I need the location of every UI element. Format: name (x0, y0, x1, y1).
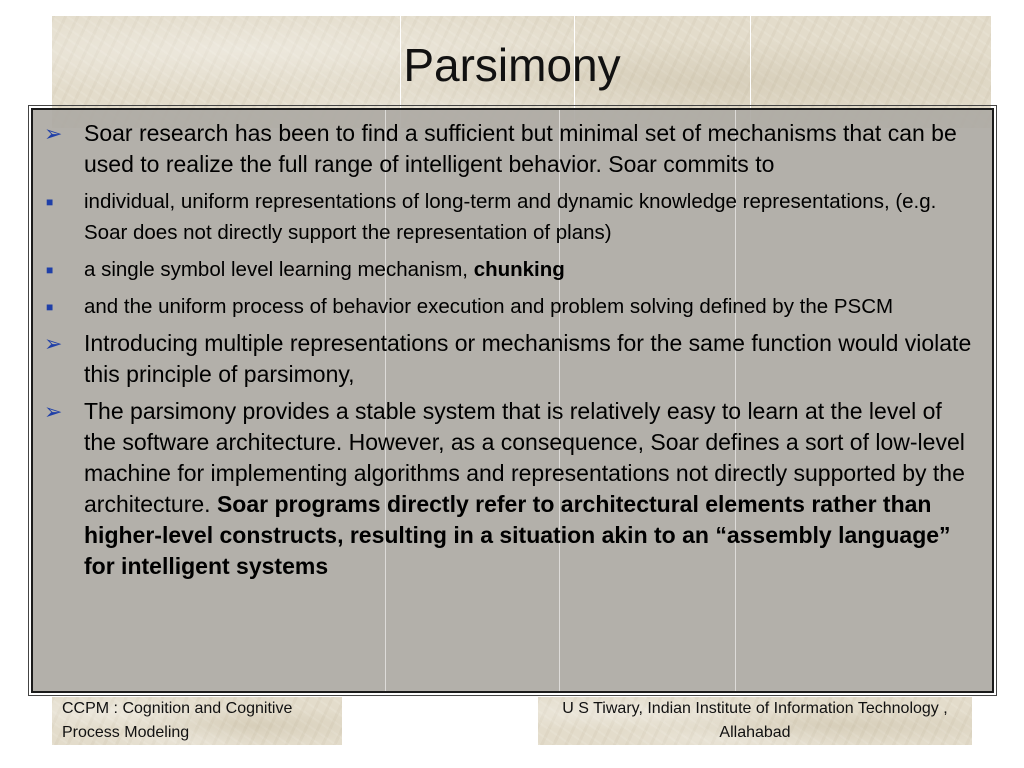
arrow-bullet-icon: ➢ (44, 399, 63, 424)
bullet-item (42, 291, 977, 322)
bullet-item (42, 118, 977, 180)
bullet-item (42, 186, 977, 248)
bullet-text: and the uniform process of behavior execution and problem solving defined by the PSCM (84, 295, 894, 318)
bullet-list (42, 118, 977, 588)
arrow-bullet-icon: ➢ (44, 331, 63, 356)
bullet-text: Introducing multiple representations or mechanisms for the same function would violate this principle of parsimony, (84, 330, 972, 387)
square-bullet-icon: ■ (46, 300, 54, 314)
footer-author: U S Tiwary, Indian Institute of Information Technology , Allahabad (538, 697, 972, 745)
slide-title: Parsimony (403, 39, 621, 91)
bullet-text: individual, uniform representations of long-term and dynamic knowledge representations, (e.g. Soar does not directly support the representation of plans) (84, 190, 937, 244)
bullet-item (42, 328, 977, 390)
bullet-item (42, 254, 977, 285)
footer-course: CCPM : Cognition and Cognitive Process Modeling (52, 697, 342, 745)
square-bullet-icon: ■ (46, 263, 54, 277)
arrow-bullet-icon: ➢ (44, 121, 63, 146)
square-bullet-icon: ■ (46, 195, 54, 209)
bullet-text: The parsimony provides a stable system that is relatively easy to learn at the level of the software architecture. However, as a consequence, Soar defines a sort of low-level machine for implementing algorithms and representations not directly supported by the architecture. (84, 398, 965, 517)
bullet-bold-text: chunking (473, 258, 565, 281)
bullet-text: Soar research has been to find a sufficient but minimal set of mechanisms that can be used to realize the full range of intelligent behavior. Soar commits to (84, 120, 957, 177)
bullet-text: a single symbol level learning mechanism, (84, 258, 474, 281)
bullet-item (42, 396, 977, 582)
bullet-bold-text: Soar programs directly refer to architectural elements rather than higher-level constructs, resulting in a situation akin to an “assembly language” for intelligent systems (84, 491, 951, 579)
